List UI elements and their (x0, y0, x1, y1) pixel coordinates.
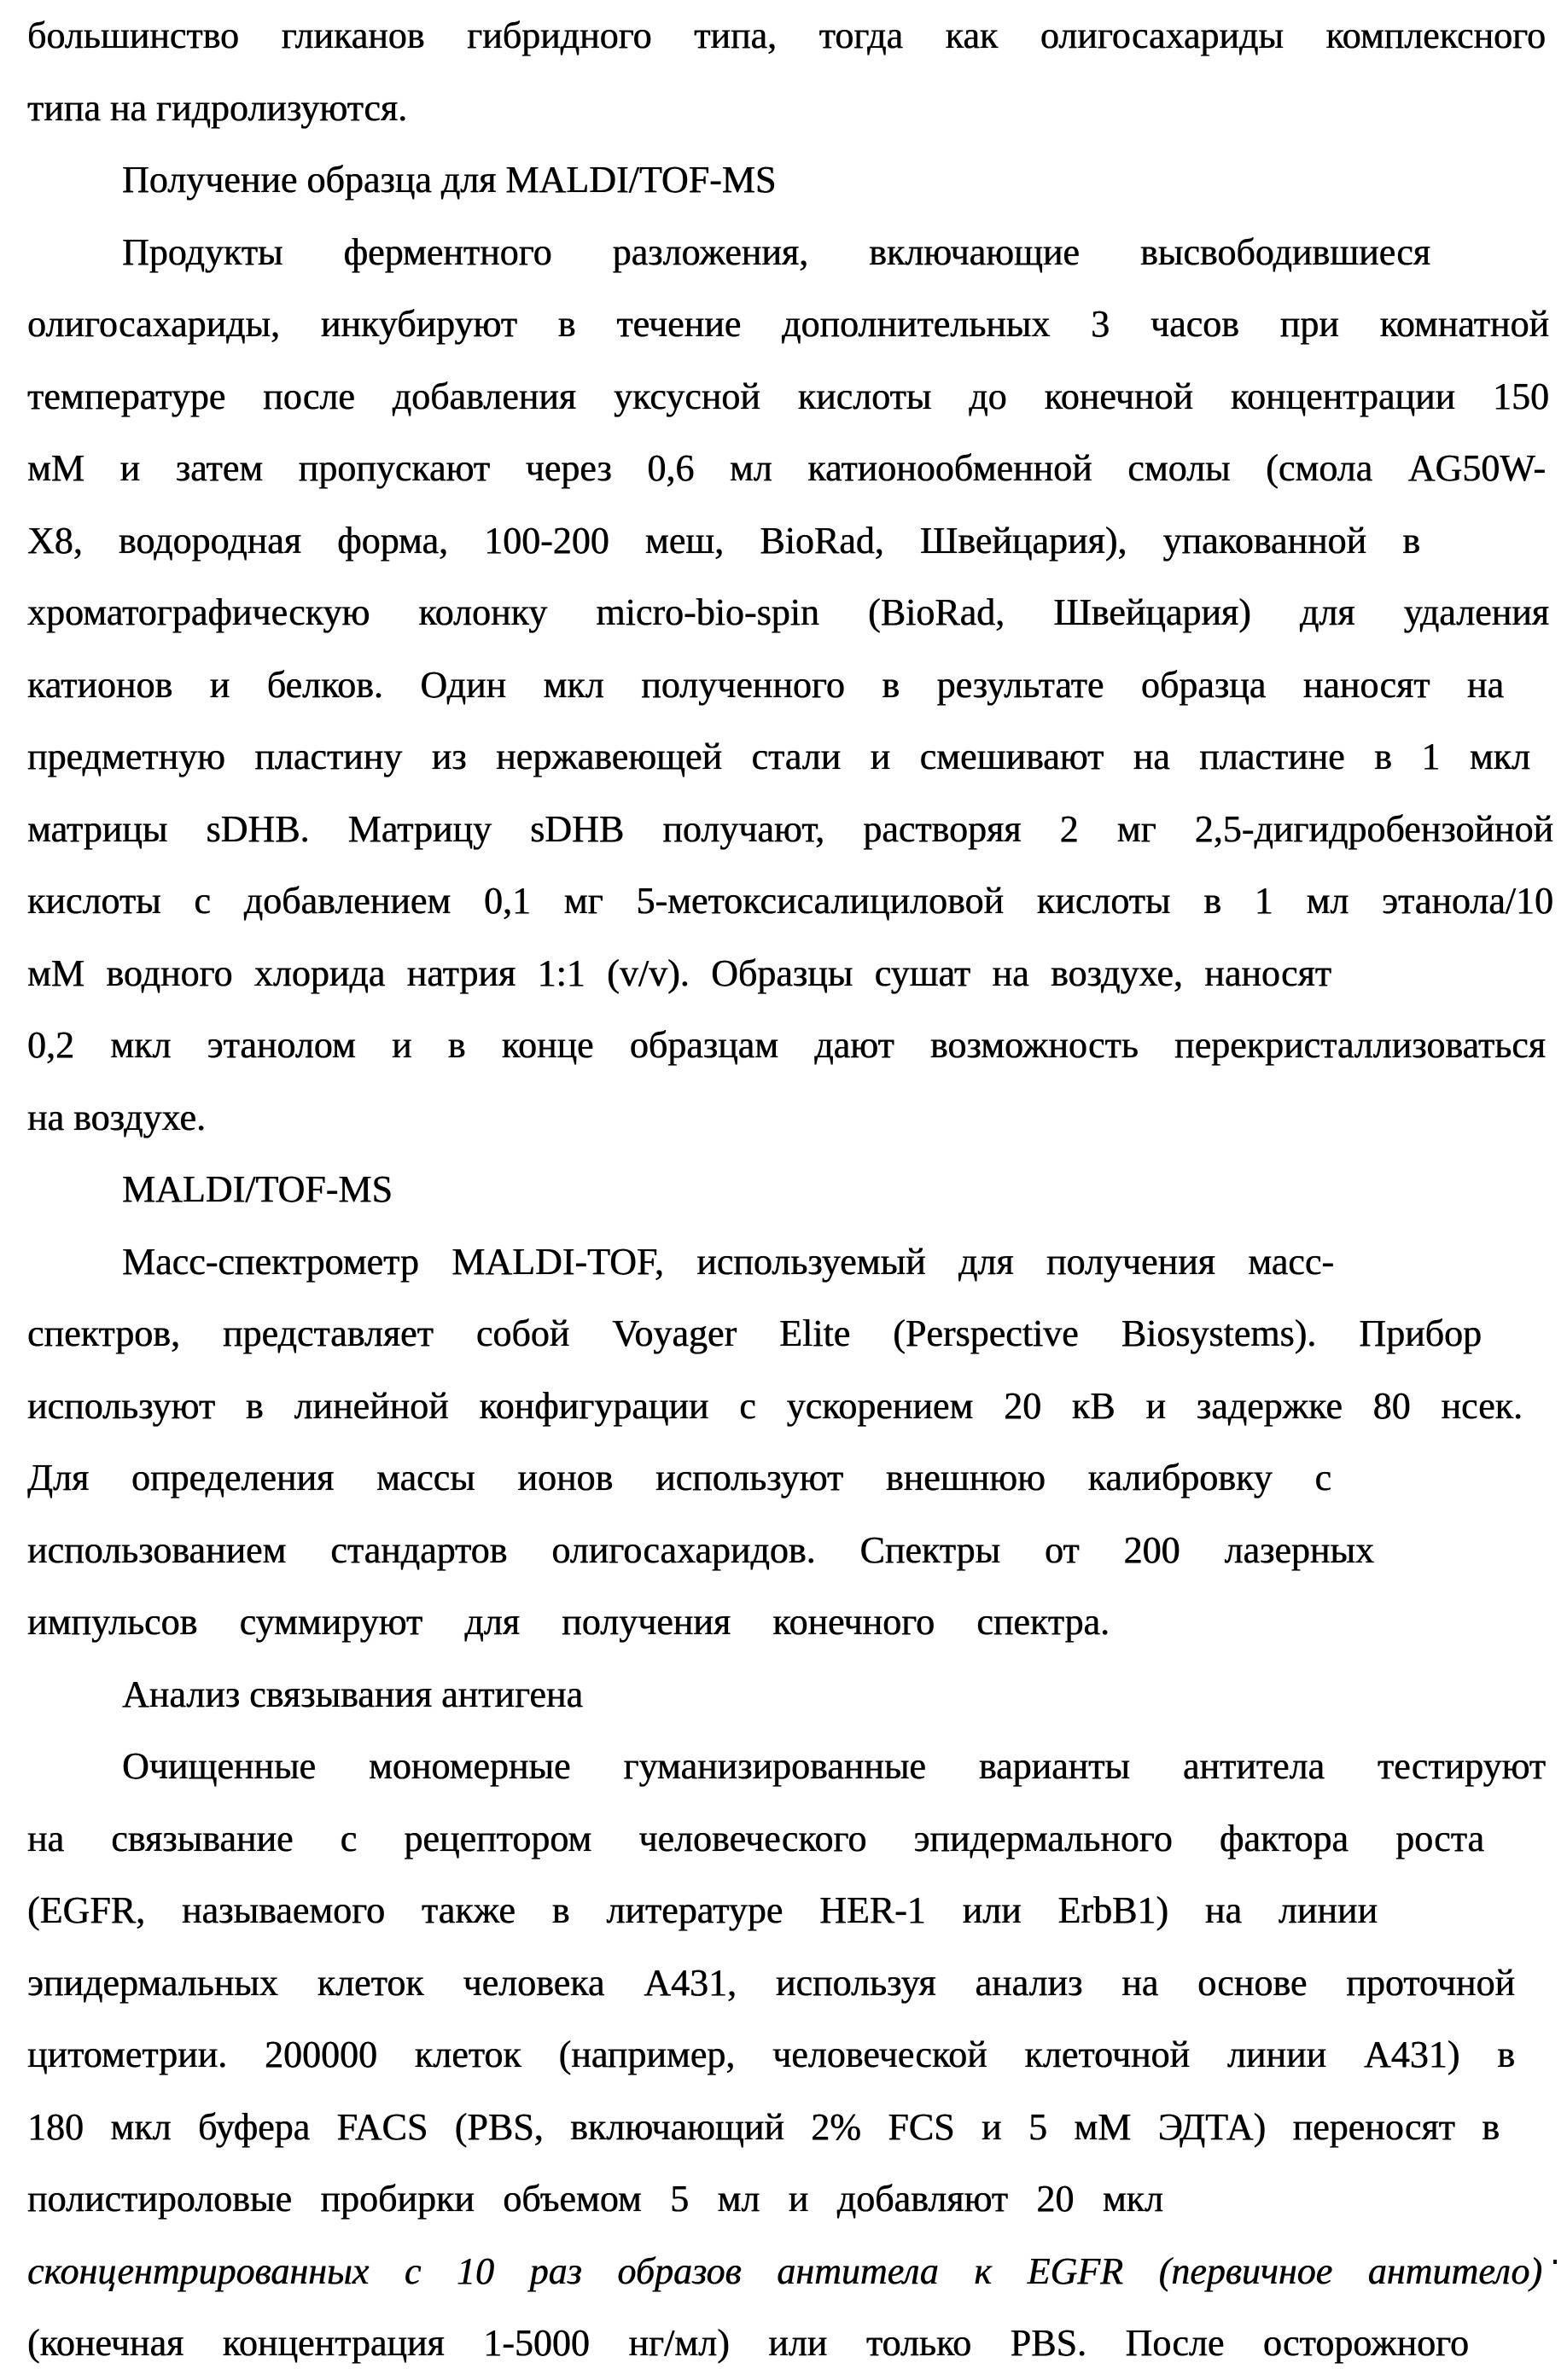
section-heading: Анализ связывания антигена (122, 1659, 1567, 1731)
text-line: Очищенные мономерные гуманизированные варианты антитела тестируют (122, 1731, 1546, 1803)
text-line: цитометрии. 200000 клеток (например, человеческой клеточной линии A431) в (27, 2019, 1515, 2092)
text-line: использованием стандартов олигосахаридов. Спектры от 200 лазерных (27, 1515, 1374, 1587)
text-line: X8, водородная форма, 100-200 меш, BioRad, Швейцария), упакованной в (27, 505, 1420, 578)
text-line: используют в линейной конфигурации с ускорением 20 кВ и задержке 80 нсек. (27, 1370, 1523, 1443)
text-line: полистироловые пробирки объемом 5 мл и добавляют 20 мкл (27, 2163, 1163, 2236)
text-line: мМ и затем пропускают через 0,6 мл катионообменной смолы (смола AG50W- (27, 433, 1546, 505)
text-line: на связывание с рецептором человеческого эпидермального фактора роста (27, 1803, 1484, 1876)
text-line: матрицы sDHB. Матрицу sDHB получают, растворяя 2 мг 2,5-дигидробензойной (27, 794, 1553, 866)
text-line: Для определения массы ионов используют внешнюю калибровку с (27, 1442, 1331, 1515)
scan-speck (1553, 2260, 1557, 2264)
text-line: олигосахариды, инкубируют в течение дополнительных 3 часов при комнатной (27, 288, 1549, 361)
text-line: Продукты ферментного разложения, включающие высвободившиеся (122, 217, 1430, 289)
text-line: предметную пластину из нержавеющей стали и смешивают на пластине в 1 мкл (27, 721, 1530, 794)
text-line: на воздухе. (27, 1082, 1567, 1155)
text-line: температуре после добавления уксусной кислоты до конечной концентрации 150 (27, 361, 1549, 434)
text-line: типа на гидролизуются. (27, 73, 1567, 145)
text-line: (EGFR, называемого также в литературе HER-1 или ErbB1) на линии (27, 1875, 1378, 1947)
text-line: кислоты с добавлением 0,1 мг 5-метоксисалициловой кислоты в 1 мл этанола/10 (27, 865, 1553, 938)
section-heading: MALDI/TOF-MS (122, 1154, 1567, 1226)
text-line: (конечная концентрация 1-5000 нг/мл) или только PBS. После осторожного (27, 2307, 1469, 2380)
text-line: большинство гликанов гибридного типа, тогда как олигосахариды комплексного (27, 0, 1546, 73)
section-heading: Получение образца для MALDI/TOF-MS (122, 144, 1567, 217)
text-line: эпидермальных клеток человека A431, используя анализ на основе проточной (27, 1947, 1515, 2020)
document-page (0, 0, 1567, 2380)
text-line: спектров, представляет собой Voyager Elite (Perspective Biosystems). Прибор (27, 1298, 1482, 1370)
text-line: 180 мкл буфера FACS (PBS, включающий 2% FCS и 5 мМ ЭДТА) переносят в (27, 2092, 1500, 2164)
text-line: Масс-спектрометр MALDI-TOF, используемый для получения масс- (122, 1226, 1334, 1299)
text-line: катионов и белков. Один мкл полученного в результате образца наносят на (27, 649, 1504, 722)
text-line-italic: сконцентрированных с 10 раз образов антитела к EGFR (первичное антитело) (27, 2236, 1542, 2308)
text-line: импульсов суммируют для получения конечного спектра. (27, 1586, 1110, 1659)
text-line: 0,2 мкл этанолом и в конце образцам дают возможность перекристаллизоваться (27, 1010, 1546, 1082)
text-line: хроматографическую колонку micro-bio-spin (BioRad, Швейцария) для удаления (27, 577, 1549, 649)
text-line: мМ водного хлорида натрия 1:1 (v/v). Образцы сушат на воздухе, наносят (27, 938, 1331, 1010)
